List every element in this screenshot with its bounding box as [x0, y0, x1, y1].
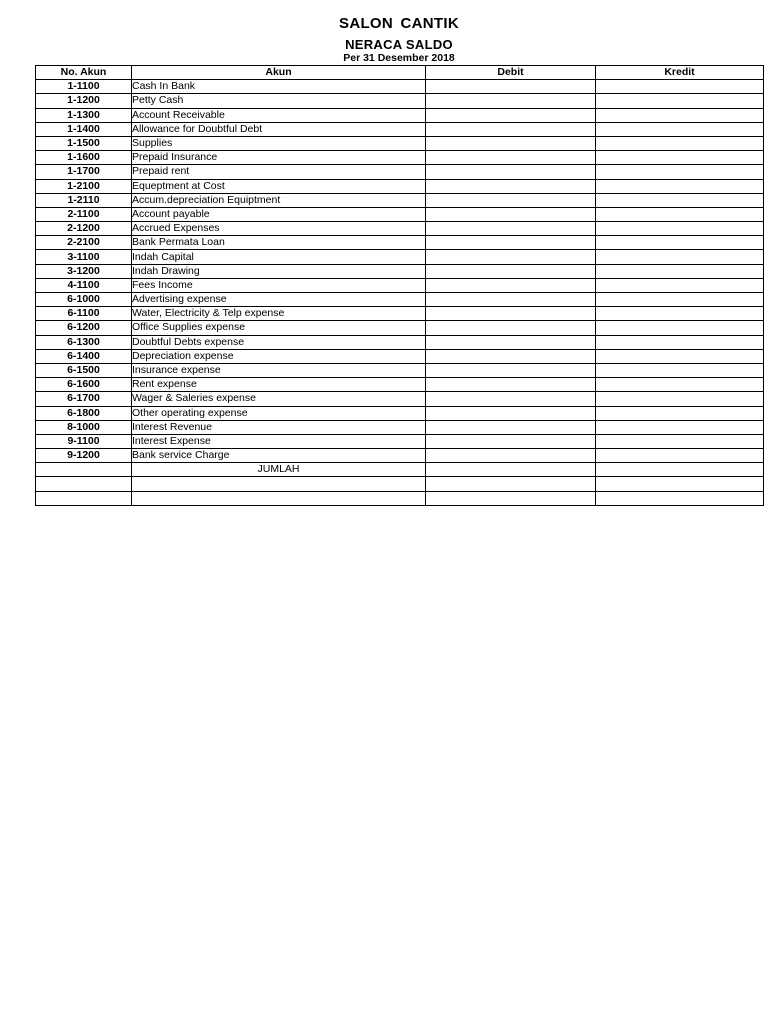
- debit-cell: [426, 250, 596, 264]
- account-number: 1-2110: [36, 193, 132, 207]
- account-name: Cash In Bank: [132, 80, 426, 94]
- table-row: [36, 378, 764, 392]
- credit-cell: [596, 278, 764, 292]
- account-name: Indah Drawing: [132, 264, 426, 278]
- total-debit-cell: [426, 463, 596, 477]
- table-row: [36, 349, 764, 363]
- account-number: 6-1600: [36, 378, 132, 392]
- table-row: [36, 108, 764, 122]
- account-name: Account Receivable: [132, 108, 426, 122]
- account-number: 2-1100: [36, 207, 132, 221]
- account-name: Doubtful Debts expense: [132, 335, 426, 349]
- credit-cell: [596, 349, 764, 363]
- account-name: Allowance for Doubtful Debt: [132, 122, 426, 136]
- account-number: 6-1500: [36, 363, 132, 377]
- credit-cell: [596, 250, 764, 264]
- credit-cell: [596, 207, 764, 221]
- table-row: [36, 363, 764, 377]
- total-row: [36, 463, 764, 477]
- company-name: SALON CANTIK: [339, 15, 459, 32]
- credit-cell: [596, 165, 764, 179]
- debit-cell: [426, 179, 596, 193]
- table-row: [36, 136, 764, 150]
- column-header-account: Akun: [132, 66, 426, 80]
- account-name: Indah Capital: [132, 250, 426, 264]
- debit-cell: [426, 136, 596, 150]
- credit-cell: [596, 392, 764, 406]
- account-number: 9-1200: [36, 449, 132, 463]
- account-name: Depreciation expense: [132, 349, 426, 363]
- empty-cell: [596, 477, 764, 491]
- debit-cell: [426, 406, 596, 420]
- table-row: [36, 236, 764, 250]
- table-row: [36, 321, 764, 335]
- credit-cell: [596, 179, 764, 193]
- debit-cell: [426, 363, 596, 377]
- debit-cell: [426, 321, 596, 335]
- column-header-account-no: No. Akun: [36, 66, 132, 80]
- credit-cell: [596, 108, 764, 122]
- debit-cell: [426, 80, 596, 94]
- table-row: [36, 449, 764, 463]
- trial-balance-table: [35, 65, 764, 506]
- account-number: 6-1800: [36, 406, 132, 420]
- account-number: 1-1100: [36, 80, 132, 94]
- account-number: 1-1200: [36, 94, 132, 108]
- debit-cell: [426, 278, 596, 292]
- credit-cell: [596, 222, 764, 236]
- table-row: [36, 420, 764, 434]
- table-row: [36, 151, 764, 165]
- account-name: Advertising expense: [132, 293, 426, 307]
- empty-row: [36, 491, 764, 505]
- table-header-row: [36, 66, 764, 80]
- account-number: 6-1300: [36, 335, 132, 349]
- table-row: [36, 335, 764, 349]
- table-body: [36, 80, 764, 506]
- account-name: Interest Revenue: [132, 420, 426, 434]
- account-name: Other operating expense: [132, 406, 426, 420]
- debit-cell: [426, 335, 596, 349]
- debit-cell: [426, 434, 596, 448]
- credit-cell: [596, 321, 764, 335]
- debit-cell: [426, 222, 596, 236]
- credit-cell: [596, 94, 764, 108]
- total-credit-cell: [596, 463, 764, 477]
- account-number: 6-1000: [36, 293, 132, 307]
- account-name: Bank Permata Loan: [132, 236, 426, 250]
- debit-cell: [426, 122, 596, 136]
- table-row: [36, 392, 764, 406]
- debit-cell: [426, 236, 596, 250]
- credit-cell: [596, 236, 764, 250]
- account-number: 1-1400: [36, 122, 132, 136]
- credit-cell: [596, 151, 764, 165]
- table-row: [36, 179, 764, 193]
- debit-cell: [426, 165, 596, 179]
- credit-cell: [596, 363, 764, 377]
- debit-cell: [426, 378, 596, 392]
- credit-cell: [596, 80, 764, 94]
- account-number: 6-1400: [36, 349, 132, 363]
- account-number: 6-1700: [36, 392, 132, 406]
- credit-cell: [596, 420, 764, 434]
- account-name: Prepaid Insurance: [132, 151, 426, 165]
- empty-cell: [36, 491, 132, 505]
- credit-cell: [596, 434, 764, 448]
- debit-cell: [426, 94, 596, 108]
- account-name: Office Supplies expense: [132, 321, 426, 335]
- account-name: Insurance expense: [132, 363, 426, 377]
- account-name: Water, Electricity & Telp expense: [132, 307, 426, 321]
- table-row: [36, 122, 764, 136]
- total-row-code-cell: [36, 463, 132, 477]
- credit-cell: [596, 378, 764, 392]
- table-row: [36, 222, 764, 236]
- account-number: 2-1200: [36, 222, 132, 236]
- account-number: 4-1100: [36, 278, 132, 292]
- empty-row: [36, 477, 764, 491]
- table-row: [36, 94, 764, 108]
- account-number: 1-1300: [36, 108, 132, 122]
- credit-cell: [596, 293, 764, 307]
- table-row: [36, 250, 764, 264]
- debit-cell: [426, 151, 596, 165]
- account-number: 2-2100: [36, 236, 132, 250]
- empty-cell: [132, 477, 426, 491]
- credit-cell: [596, 449, 764, 463]
- account-name: Bank service Charge: [132, 449, 426, 463]
- debit-cell: [426, 264, 596, 278]
- debit-cell: [426, 349, 596, 363]
- column-header-debit: Debit: [426, 66, 596, 80]
- account-number: 3-1100: [36, 250, 132, 264]
- account-name: Fees Income: [132, 278, 426, 292]
- credit-cell: [596, 122, 764, 136]
- account-name: Interest Expense: [132, 434, 426, 448]
- empty-cell: [132, 491, 426, 505]
- table-row: [36, 264, 764, 278]
- credit-cell: [596, 307, 764, 321]
- debit-cell: [426, 307, 596, 321]
- account-number: 6-1100: [36, 307, 132, 321]
- debit-cell: [426, 449, 596, 463]
- account-name: Rent expense: [132, 378, 426, 392]
- table-row: [36, 293, 764, 307]
- account-number: 1-1500: [36, 136, 132, 150]
- credit-cell: [596, 193, 764, 207]
- table-row: [36, 307, 764, 321]
- table-row: [36, 406, 764, 420]
- report-period: Per 31 Desember 2018: [343, 52, 455, 64]
- column-header-credit: Kredit: [596, 66, 764, 80]
- account-name: Prepaid rent: [132, 165, 426, 179]
- credit-cell: [596, 406, 764, 420]
- account-number: 1-2100: [36, 179, 132, 193]
- credit-cell: [596, 335, 764, 349]
- account-name: Account payable: [132, 207, 426, 221]
- table-row: [36, 165, 764, 179]
- account-name: Wager & Saleries expense: [132, 392, 426, 406]
- account-number: 9-1100: [36, 434, 132, 448]
- account-number: 1-1700: [36, 165, 132, 179]
- credit-cell: [596, 264, 764, 278]
- debit-cell: [426, 108, 596, 122]
- table-row: [36, 434, 764, 448]
- account-number: 3-1200: [36, 264, 132, 278]
- account-number: 8-1000: [36, 420, 132, 434]
- table-row: [36, 80, 764, 94]
- account-name: Equeptment at Cost: [132, 179, 426, 193]
- table-row: [36, 193, 764, 207]
- debit-cell: [426, 293, 596, 307]
- empty-cell: [596, 491, 764, 505]
- total-label: JUMLAH: [132, 463, 426, 477]
- empty-cell: [36, 477, 132, 491]
- debit-cell: [426, 392, 596, 406]
- empty-cell: [426, 491, 596, 505]
- account-number: 6-1200: [36, 321, 132, 335]
- account-name: Accum.depreciation Equiptment: [132, 193, 426, 207]
- report-title: NERACA SALDO: [345, 37, 453, 52]
- credit-cell: [596, 136, 764, 150]
- account-number: 1-1600: [36, 151, 132, 165]
- debit-cell: [426, 420, 596, 434]
- account-name: Supplies: [132, 136, 426, 150]
- table-row: [36, 278, 764, 292]
- debit-cell: [426, 207, 596, 221]
- account-name: Accrued Expenses: [132, 222, 426, 236]
- account-name: Petty Cash: [132, 94, 426, 108]
- debit-cell: [426, 193, 596, 207]
- table-row: [36, 207, 764, 221]
- empty-cell: [426, 477, 596, 491]
